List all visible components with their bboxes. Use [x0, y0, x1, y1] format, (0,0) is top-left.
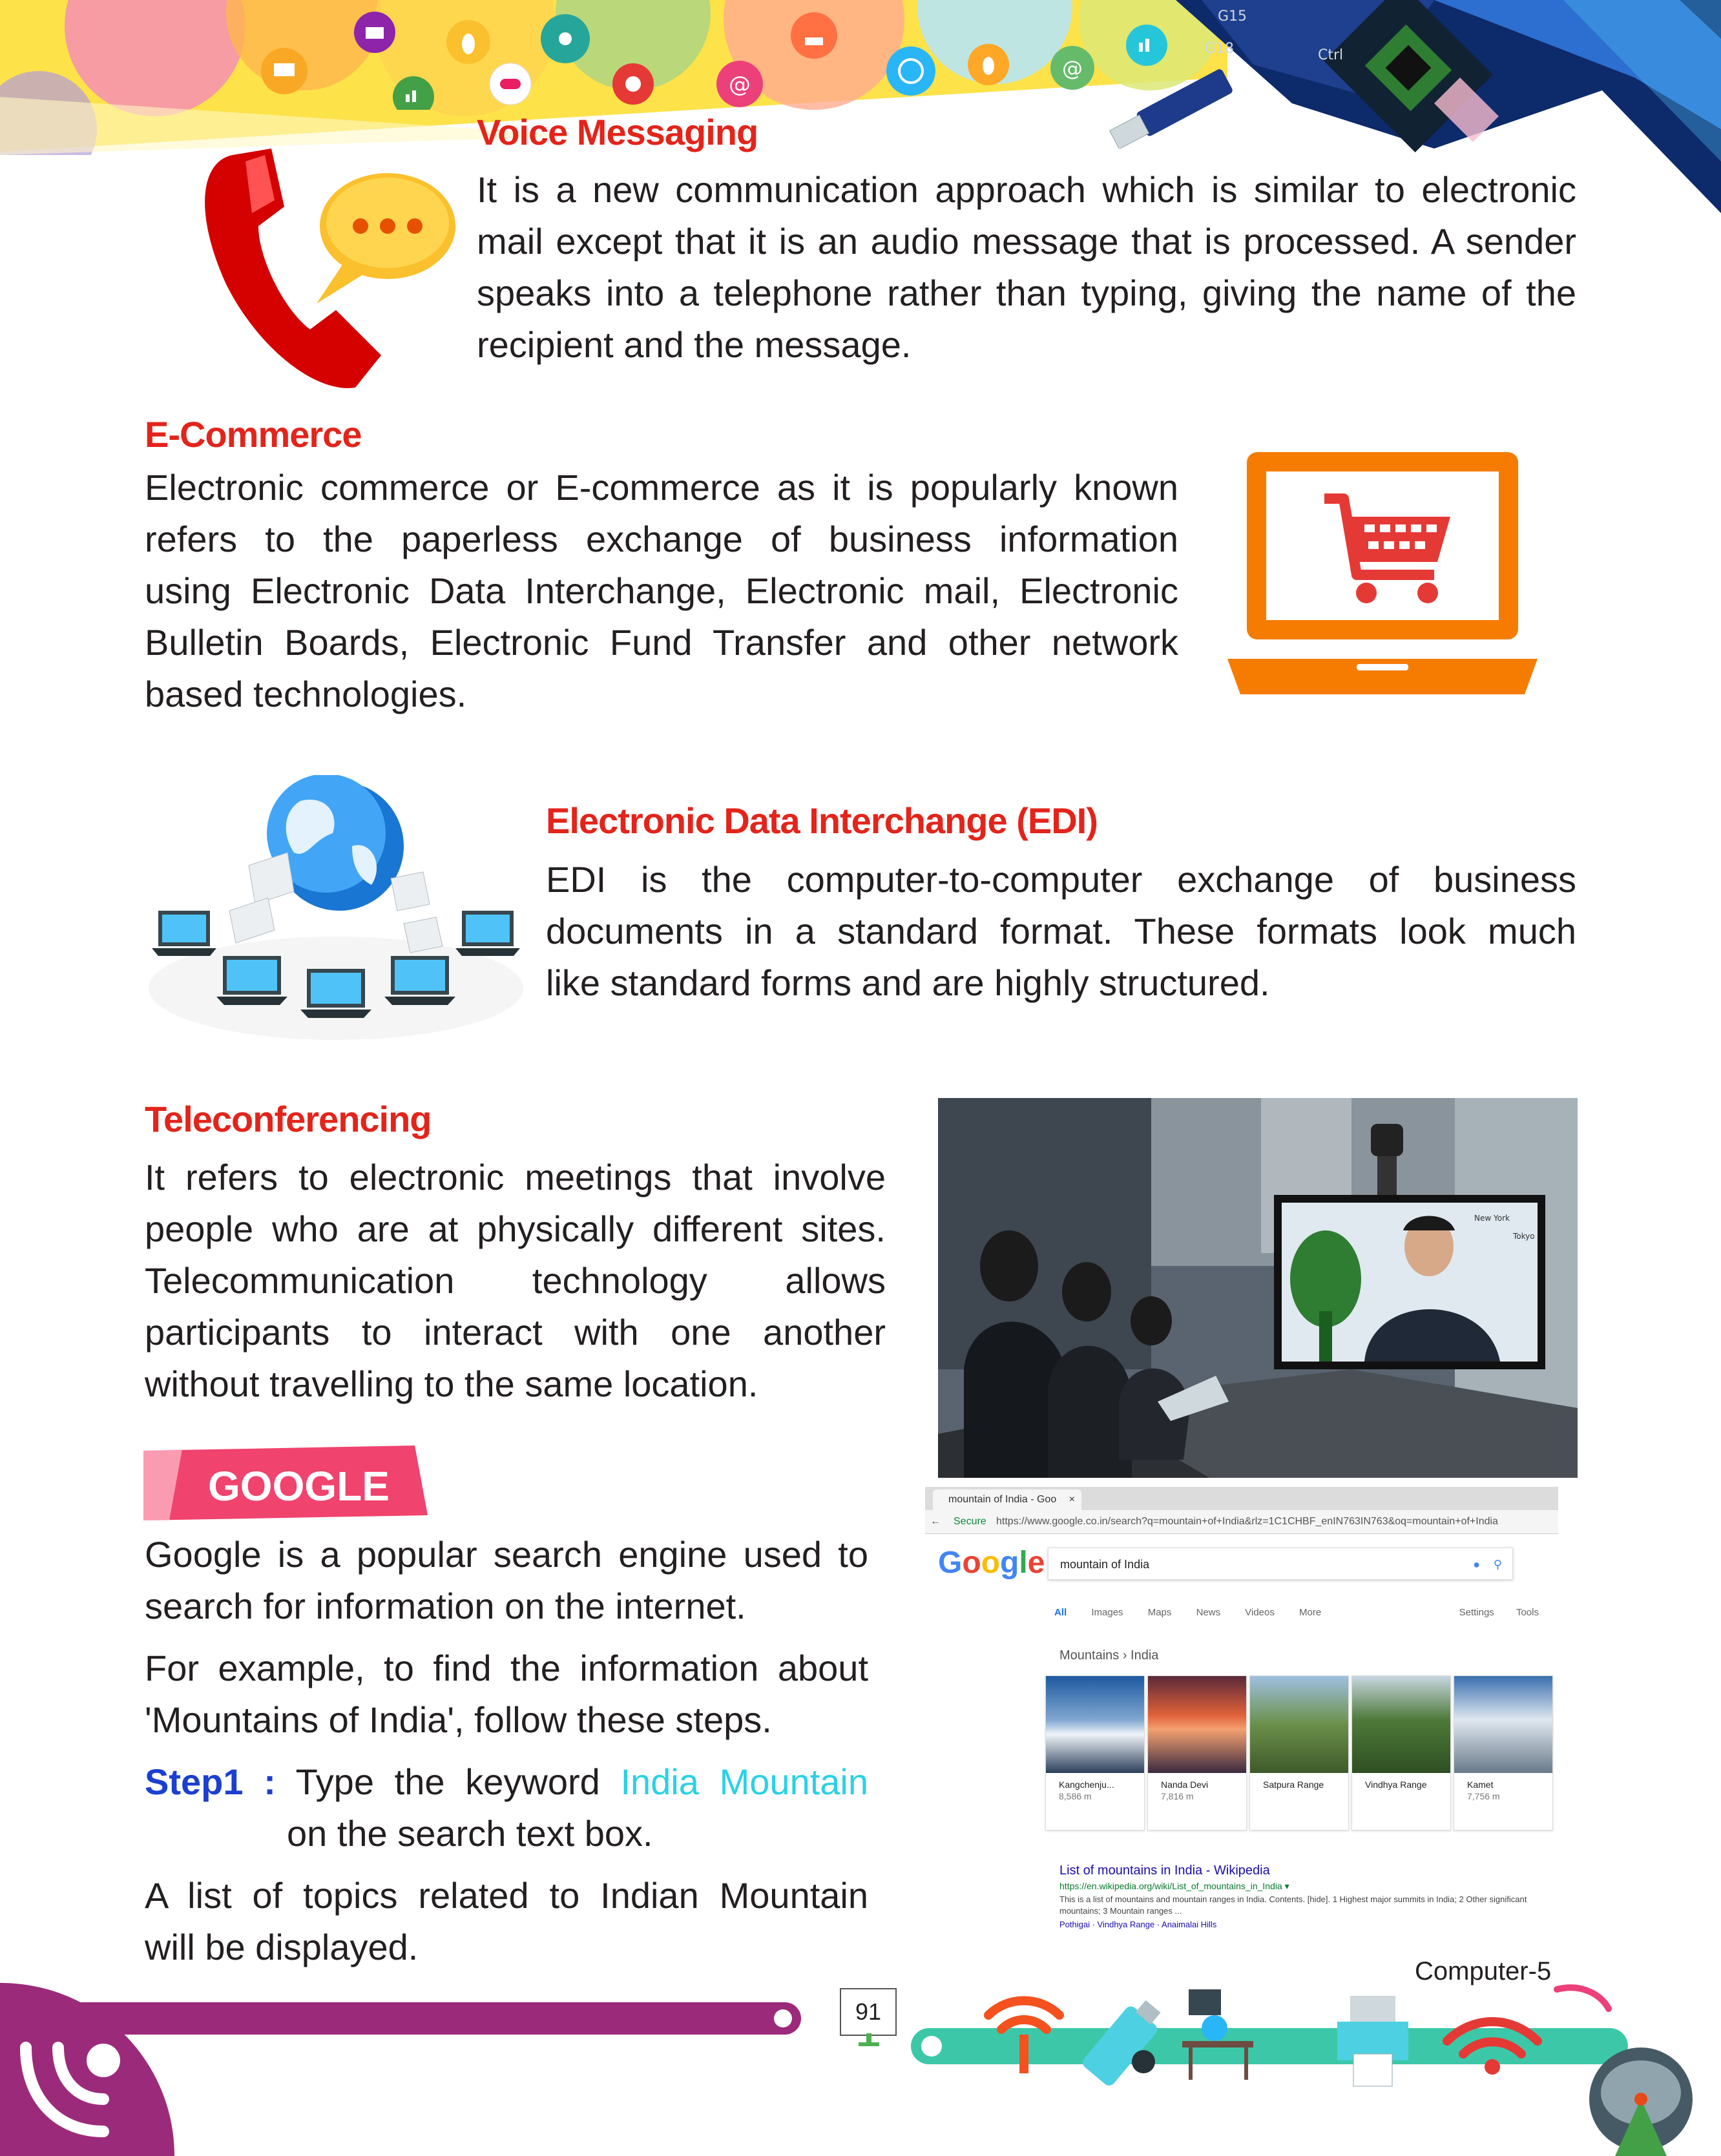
google-example-2: 'Mountains of India', follow these steps.: [145, 1699, 772, 1740]
edi-heading: Electronic Data Interchange (EDI): [546, 800, 1098, 841]
ecommerce-text: [145, 462, 1178, 720]
mountain-image: [1454, 1676, 1552, 1773]
step-label: Step1 :: [145, 1761, 276, 1802]
search-tools: [1440, 1607, 1539, 1618]
card-height: 8,586 m: [1059, 1791, 1092, 1801]
google-banner: [143, 1446, 428, 1520]
at-icon: [716, 61, 763, 107]
telephone-chat-icon: [187, 136, 459, 407]
tele-line-2: people who are at physically different sites.: [145, 1208, 886, 1249]
google-result-2: will be displayed.: [145, 1927, 419, 1967]
tab-title: mountain of India - Goo: [948, 1494, 1057, 1505]
google-intro-1: Google is a popular search engine used to: [145, 1534, 868, 1575]
browser-tab[interactable]: [933, 1489, 1081, 1510]
tele-line-4: participants to interact with one another: [145, 1312, 886, 1353]
key-g15: G15: [1218, 8, 1247, 25]
tab-maps[interactable]: Maps: [1147, 1607, 1172, 1618]
search-icon[interactable]: ⚲: [1493, 1558, 1502, 1571]
gamepad-icon: [490, 63, 531, 105]
voice-line-1: It is a new communication approach which is similar to electronic: [477, 169, 1576, 210]
voice-line-4: recipient and the message.: [477, 324, 912, 365]
tele-line-3: Telecommunication technology allows: [145, 1260, 886, 1301]
result-title-link[interactable]: List of mountains in India - Wikipedia: [1059, 1863, 1270, 1878]
google-example-1: For example, to find the information about: [145, 1648, 868, 1688]
edi-line-1: EDI is the computer-to-computer exchange of business: [546, 859, 1576, 900]
mountain-image: [1148, 1676, 1246, 1773]
result-snippet: This is a list of mountains and mountain ranges in India. Contents. [hide]. 1 Highest major summits in India; 2 Other significant mountains; 3 Mountain ranges ...: [1059, 1894, 1527, 1916]
svg-text:@: @: [1062, 56, 1083, 81]
screen-city-tokyo: Tokyo: [1513, 1232, 1535, 1241]
footer-purple-bar: [0, 1964, 827, 2156]
browser-tabbar: [925, 1487, 1558, 1510]
card-height: 7,756 m: [1467, 1791, 1500, 1801]
ecommerce-line-4: Bulletin Boards, Electronic Fund Transfer and other network: [145, 622, 1178, 663]
google-step-1-line2: on the search text box.: [287, 1813, 653, 1854]
secure-label: Secure: [954, 1516, 986, 1527]
microphone-icon[interactable]: ●: [1473, 1558, 1480, 1571]
mountain-card[interactable]: [1351, 1675, 1451, 1830]
close-icon[interactable]: ×: [1069, 1494, 1075, 1505]
google-step-1: [145, 1756, 868, 1808]
address-bar[interactable]: [925, 1510, 1558, 1534]
gear-icon: [612, 63, 654, 105]
ecommerce-line-1: Electronic commerce or E-commerce as it is popularly known: [145, 467, 1178, 508]
tab-settings[interactable]: Settings: [1459, 1607, 1494, 1618]
mountain-card[interactable]: [1147, 1675, 1247, 1830]
google-logo[interactable]: Google: [938, 1546, 1045, 1580]
ecommerce-line-5: based technologies.: [145, 674, 467, 714]
google-banner-label: GOOGLE: [208, 1463, 390, 1509]
video-conference-photo: [938, 1098, 1578, 1478]
ecommerce-line-3: using Electronic Data Interchange, Electronic mail, Electronic: [145, 570, 1178, 611]
result-url[interactable]: https://en.wikipedia.org/wiki/List_of_mountains_in_India ▾: [1059, 1881, 1289, 1891]
printer-icon: [1337, 1996, 1408, 2086]
google-result-1: A list of topics related to Indian Mountain: [145, 1875, 868, 1916]
card-name: Nanda Devi: [1161, 1779, 1209, 1790]
laptop-icon: [384, 956, 455, 1005]
url-text[interactable]: https://www.google.co.in/search?q=mountain+of+India&rlz=1C1CHBF_enIN763IN763&oq=mountain+of+India: [996, 1516, 1498, 1527]
tab-videos[interactable]: Videos: [1245, 1607, 1275, 1618]
book-title: Computer-5: [1415, 1957, 1552, 1985]
result-sitelinks[interactable]: Pothigai · Vindhya Range · Anaimalai Hills: [1059, 1920, 1217, 1929]
svg-text:@: @: [729, 72, 751, 98]
search-input[interactable]: [1048, 1548, 1513, 1580]
mouse-icon: [968, 44, 1009, 85]
search-query: mountain of India: [1060, 1558, 1150, 1571]
satellite-dish-icon: [1557, 1987, 1693, 2156]
tab-more[interactable]: More: [1299, 1607, 1322, 1618]
at-icon: [1050, 46, 1094, 90]
card-name: Kangchenju...: [1059, 1779, 1114, 1790]
laptop-cart-icon: [1227, 446, 1544, 704]
banner-icons: [245, 6, 1202, 110]
search-tabs: [1054, 1607, 1343, 1618]
screen-city-newyork: New York: [1474, 1214, 1510, 1223]
browser-screenshot: [925, 1487, 1558, 1952]
folder-icon: [354, 12, 395, 53]
voice-line-2: mail except that it is an audio message that is processed. A sender: [477, 221, 1576, 262]
teleconferencing-heading: Teleconferencing: [145, 1099, 432, 1139]
tele-line-1: It refers to electronic meetings that involve: [145, 1157, 886, 1197]
laptop-icon: [300, 969, 371, 1018]
globe-icon: [886, 47, 935, 96]
tab-images[interactable]: Images: [1091, 1607, 1123, 1618]
key-g18: G18: [1205, 41, 1235, 57]
wifi-signal-icon: [988, 2001, 1059, 2030]
footer-teal-bar: [911, 1970, 1721, 2156]
mountain-card[interactable]: [1045, 1675, 1145, 1830]
tab-news[interactable]: News: [1196, 1607, 1221, 1618]
page-number-box: [840, 1988, 897, 2036]
google-text: [145, 1529, 868, 1973]
monitor-stand-icon: [856, 2033, 882, 2053]
card-name: Vindhya Range: [1365, 1779, 1427, 1790]
mountain-card[interactable]: [1454, 1675, 1553, 1830]
tab-tools[interactable]: Tools: [1516, 1607, 1539, 1618]
card-name: Kamet: [1467, 1779, 1494, 1790]
edi-text: [546, 854, 1576, 1009]
monitor-icon: [261, 48, 308, 94]
google-intro-2: search for information on the internet.: [145, 1586, 746, 1626]
step-text: Type the keyword: [295, 1761, 600, 1802]
usb-drive-icon: [1098, 65, 1253, 149]
back-icon[interactable]: ←: [930, 1516, 941, 1527]
laptop-icon: [216, 956, 287, 1005]
mountain-image: [1046, 1676, 1144, 1773]
teleconferencing-text: [145, 1152, 886, 1410]
breadcrumb: Mountains › India: [1059, 1648, 1159, 1663]
voice-line-3: speaks into a telephone rather than typing, giving the name of the: [477, 273, 1576, 313]
laptop-icon: [455, 911, 520, 956]
voice-messaging-heading: Voice Messaging: [477, 112, 758, 152]
mountain-image: [1352, 1676, 1450, 1773]
card-height: 7,816 m: [1161, 1791, 1194, 1801]
ecommerce-line-2: refers to the paperless exchange of business information: [145, 519, 1178, 559]
network-icon: [541, 14, 590, 63]
mouse-icon: [446, 20, 490, 64]
edi-line-2: documents in a standard format. These formats look much: [546, 911, 1576, 951]
step-keyword: India Mountain: [620, 1761, 868, 1802]
chart-icon: [393, 76, 434, 110]
card-name: Satpura Range: [1263, 1779, 1324, 1790]
voice-messaging-text: [477, 164, 1576, 371]
tele-line-5: without travelling to the same location.: [145, 1363, 758, 1404]
tab-all[interactable]: All: [1054, 1607, 1067, 1618]
laptop-icon: [152, 911, 216, 956]
mountain-card[interactable]: [1249, 1675, 1349, 1830]
edi-network-illustration: [145, 775, 527, 1046]
key-ctrl: Ctrl: [1318, 47, 1344, 63]
mountain-image: [1250, 1676, 1348, 1773]
upload-icon: [791, 12, 837, 59]
ecommerce-heading: E-Commerce: [145, 414, 362, 455]
edi-line-3: like standard forms and are highly structured.: [546, 962, 1270, 1003]
page-number: 91: [855, 1998, 882, 2025]
